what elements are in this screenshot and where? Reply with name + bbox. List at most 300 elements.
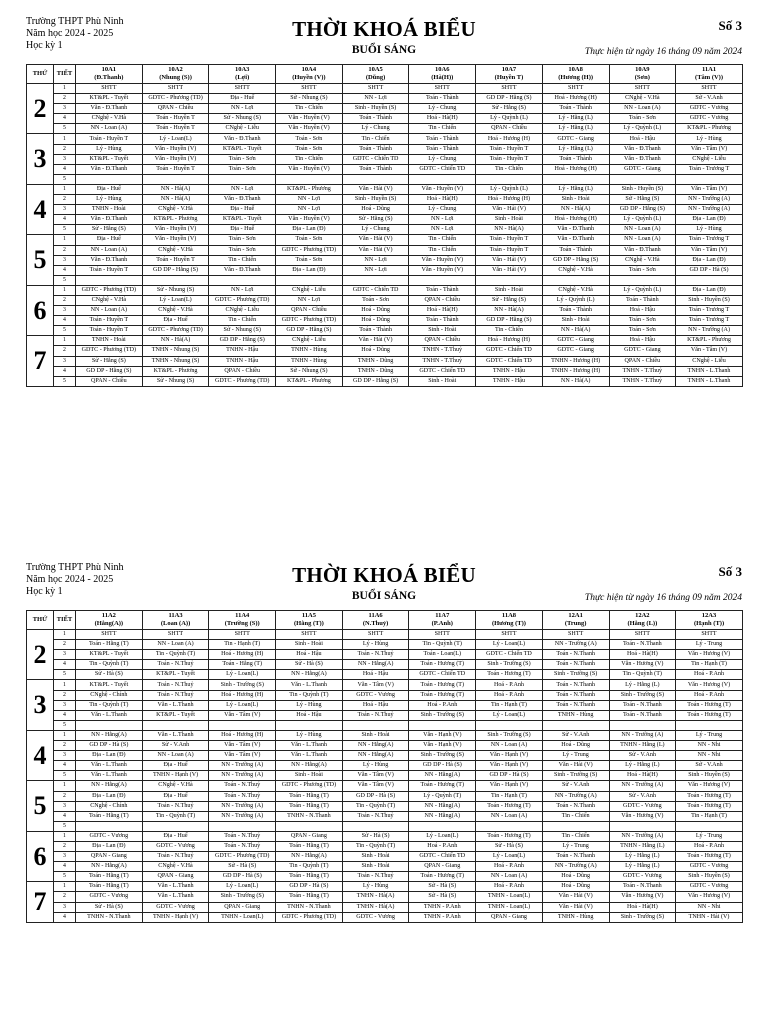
- lesson-cell: GDTC - Phương (TD): [276, 912, 343, 922]
- lesson-cell: NN - Hà(A): [142, 336, 209, 346]
- lesson-cell: SHTT: [76, 630, 143, 640]
- class-name: 12A2: [635, 612, 650, 619]
- lesson-cell: TNHN - Hậu: [476, 366, 543, 376]
- lesson-cell: Tin - Quỳnh (T): [142, 650, 209, 660]
- lesson-cell: NN - Nhi: [676, 751, 743, 761]
- lesson-cell: Toán - Hương (T): [409, 872, 476, 882]
- class-column-header: [409, 65, 476, 84]
- lesson-cell: Văn - Đ.Thanh: [209, 134, 276, 144]
- lesson-cell: Toán - Thành: [609, 295, 676, 305]
- homeroom-teacher: (Hà(H)): [431, 74, 454, 81]
- lesson-cell: CNghệ - Liễu: [276, 285, 343, 295]
- lesson-cell: Lý - Hùng: [676, 225, 743, 235]
- class-name: 10A1: [101, 66, 117, 73]
- lesson-cell: Địa - Lan (Đ): [76, 751, 143, 761]
- lesson-cell: Sử - Hà (S): [276, 660, 343, 670]
- period-number: 2: [54, 791, 76, 801]
- period-number: 2: [54, 195, 76, 205]
- session-label: BUỔI SÁNG: [351, 590, 417, 602]
- lesson-cell: SHTT: [476, 84, 543, 94]
- class-name: 11A4: [235, 612, 250, 619]
- lesson-cell: TNHN - Nhung (S): [142, 356, 209, 366]
- lesson-cell: [276, 174, 343, 184]
- lesson-cell: Toán - Thành: [342, 164, 409, 174]
- lesson-cell: TNHN - Dũng: [342, 356, 409, 366]
- period-row: [27, 741, 743, 751]
- lesson-cell: Lý - Chung: [409, 205, 476, 215]
- period-number: 3: [54, 751, 76, 761]
- period-row: [27, 771, 743, 781]
- lesson-cell: Văn - L.Thanh: [276, 741, 343, 751]
- lesson-cell: Hoá - Dũng: [542, 872, 609, 882]
- period-number: 4: [54, 164, 76, 174]
- lesson-cell: Tin - Chiến: [542, 831, 609, 841]
- lesson-cell: GDTC - Phương (TD): [142, 326, 209, 336]
- effective-date: Thực hiện từ ngày 16 tháng 09 năm 2024: [584, 593, 742, 603]
- lesson-cell: Sinh - Trường (S): [476, 730, 543, 740]
- lesson-cell: Hoá - Hương (H): [476, 134, 543, 144]
- lesson-cell: Sử - V.Anh: [609, 751, 676, 761]
- homeroom-teacher: (Loan (A)): [160, 620, 191, 627]
- header-row: [27, 611, 743, 630]
- lesson-cell: Toán - N.Thanh: [542, 660, 609, 670]
- lesson-cell: GD DP - Hằng (S): [342, 376, 409, 386]
- lesson-cell: Toán - Trương T: [676, 316, 743, 326]
- lesson-cell: [142, 821, 209, 831]
- lesson-cell: Lý - Trung: [542, 841, 609, 851]
- lesson-cell: Văn - Hương (V): [676, 650, 743, 660]
- lesson-cell: Toán - Thành: [542, 154, 609, 164]
- lesson-cell: NN - Loan (A): [476, 872, 543, 882]
- lesson-cell: Toán - Hương (T): [676, 791, 743, 801]
- lesson-cell: Văn - Đ.Thanh: [609, 245, 676, 255]
- lesson-cell: [542, 174, 609, 184]
- lesson-cell: Sử - Hà (S): [76, 902, 143, 912]
- lesson-cell: Toán - N.Thanh: [609, 640, 676, 650]
- lesson-cell: QPAN - Giang: [276, 831, 343, 841]
- lesson-cell: [409, 821, 476, 831]
- lesson-cell: TNHN - Dũng: [342, 366, 409, 376]
- lesson-cell: Hoá - Hương (H): [542, 164, 609, 174]
- lesson-cell: Địa - Huế: [142, 831, 209, 841]
- lesson-cell: Tin - Hạnh (T): [676, 811, 743, 821]
- lesson-cell: NN - Hà(A): [476, 306, 543, 316]
- class-column-header: [276, 65, 343, 84]
- lesson-cell: Sinh - Hoài: [542, 195, 609, 205]
- class-name: 10A7: [501, 66, 517, 73]
- period-row: [27, 630, 743, 640]
- homeroom-teacher: (Đ.Thanh): [94, 74, 124, 81]
- lesson-cell: Sinh - Trường (S): [409, 710, 476, 720]
- lesson-cell: [276, 821, 343, 831]
- lesson-cell: Văn - Đ.Thanh: [209, 195, 276, 205]
- period-row: [27, 144, 743, 154]
- lesson-cell: Toán - Trương T: [676, 306, 743, 316]
- lesson-cell: SHTT: [342, 84, 409, 94]
- lesson-cell: GDTC - Vương: [676, 882, 743, 892]
- period-row: [27, 225, 743, 235]
- lesson-cell: Văn - Tâm (V): [209, 741, 276, 751]
- period-number: 2: [54, 640, 76, 650]
- lesson-cell: [676, 275, 743, 285]
- period-row: [27, 650, 743, 660]
- lesson-cell: Toán - Sơn: [209, 164, 276, 174]
- lesson-cell: NN - Hằng(A): [409, 771, 476, 781]
- lesson-cell: Toán - Sơn: [276, 144, 343, 154]
- lesson-cell: TNHN - P.Anh: [409, 902, 476, 912]
- lesson-cell: NN - Hà(A): [542, 376, 609, 386]
- period-row: [27, 841, 743, 851]
- lesson-cell: [676, 720, 743, 730]
- period-row: [27, 670, 743, 680]
- lesson-cell: Văn - Huyền (V): [409, 255, 476, 265]
- lesson-cell: GDTC - Chiến TD: [476, 356, 543, 366]
- lesson-cell: Toán - Hằng (T): [76, 882, 143, 892]
- lesson-cell: Toán - N.Thuỷ: [209, 841, 276, 851]
- period-row: [27, 751, 743, 761]
- homeroom-teacher: (Lợi): [235, 74, 250, 81]
- lesson-cell: Lý - Hằng (L): [542, 114, 609, 124]
- period-number: 1: [54, 730, 76, 740]
- lesson-cell: Toán - Hằng (T): [209, 660, 276, 670]
- lesson-cell: Toán - N.Thanh: [609, 882, 676, 892]
- period-number: 2: [54, 245, 76, 255]
- lesson-cell: NN - Lợi: [342, 255, 409, 265]
- lesson-cell: CNghệ - V.Hà: [142, 862, 209, 872]
- homeroom-teacher: (Tâm (V)): [695, 74, 724, 81]
- period-row: [27, 852, 743, 862]
- homeroom-teacher: (Huyền T): [494, 74, 524, 81]
- lesson-cell: [209, 720, 276, 730]
- lesson-cell: NN - Lợi: [209, 104, 276, 114]
- lesson-cell: NN - Loan (A): [142, 751, 209, 761]
- period-number: 5: [54, 174, 76, 184]
- lesson-cell: NN - Hằng(A): [276, 852, 343, 862]
- lesson-cell: TNHN - Loan(L): [476, 892, 543, 902]
- lesson-cell: Hoá - P.Anh: [476, 680, 543, 690]
- lesson-cell: Toán - Hương (T): [476, 670, 543, 680]
- lesson-cell: [76, 174, 143, 184]
- lesson-cell: SHTT: [276, 630, 343, 640]
- lesson-cell: Hoá - Hà(H): [609, 902, 676, 912]
- lesson-cell: Lý - Quỳnh (L): [609, 285, 676, 295]
- lesson-cell: Văn - Đ.Thanh: [542, 225, 609, 235]
- lesson-cell: TNHN - Hà(A): [342, 892, 409, 902]
- period-number: 4: [54, 316, 76, 326]
- period-row: [27, 811, 743, 821]
- timetable-grid: [26, 64, 743, 387]
- lesson-cell: SHTT: [76, 84, 143, 94]
- lesson-cell: Toán - Hằng (T): [276, 892, 343, 902]
- lesson-cell: NN - Hà(A): [542, 205, 609, 215]
- period-row: [27, 376, 743, 386]
- lesson-cell: Toán - Huyền T: [76, 265, 143, 275]
- lesson-cell: Sử - Hằng (S): [76, 356, 143, 366]
- timetable-title: THỜI KHOÁ BIỂU: [292, 563, 476, 587]
- period-number: 2: [54, 144, 76, 154]
- lesson-cell: Tin - Chiến: [409, 235, 476, 245]
- lesson-cell: GDTC - Chiến TD: [409, 366, 476, 376]
- lesson-cell: [342, 821, 409, 831]
- lesson-cell: Hoá - Hương (H): [542, 215, 609, 225]
- class-column-header: [142, 611, 209, 630]
- lesson-cell: GDTC - Vương: [342, 690, 409, 700]
- lesson-cell: TNHN - Hậu: [209, 356, 276, 366]
- lesson-cell: GDTC - Chiến TD: [409, 164, 476, 174]
- class-column-header: [276, 611, 343, 630]
- lesson-cell: NN - Trường (A): [542, 791, 609, 801]
- lesson-cell: Toán - N.Thuỷ: [342, 811, 409, 821]
- lesson-cell: KT&PL - Tuyết: [76, 680, 143, 690]
- lesson-cell: Văn - L.Thanh: [76, 761, 143, 771]
- lesson-cell: Hoá - Dũng: [342, 306, 409, 316]
- lesson-cell: CNghệ - V.Hà: [142, 245, 209, 255]
- lesson-cell: Sinh - Huyền (S): [342, 104, 409, 114]
- lesson-cell: Văn - Huyền (V): [409, 265, 476, 275]
- lesson-cell: TNHN - Hạnh (V): [142, 912, 209, 922]
- lesson-cell: Tin - Chiến: [409, 245, 476, 255]
- lesson-cell: Hoá - Hà(H): [609, 771, 676, 781]
- lesson-cell: GDTC - Vương: [342, 912, 409, 922]
- lesson-cell: TNHN - Hà(A): [342, 902, 409, 912]
- lesson-cell: GDTC - Phương (TD): [209, 376, 276, 386]
- lesson-cell: Sử - V.Anh: [542, 730, 609, 740]
- class-name: 10A5: [368, 66, 383, 73]
- lesson-cell: QPAN - Giang: [76, 852, 143, 862]
- lesson-cell: TNHN - Hùng: [276, 346, 343, 356]
- lesson-cell: Lý - Quỳnh (T): [409, 791, 476, 801]
- lesson-cell: [609, 275, 676, 285]
- homeroom-teacher: (Hạnh (T)): [693, 620, 725, 627]
- lesson-cell: Hoá - P.Anh: [476, 882, 543, 892]
- period-row: [27, 356, 743, 366]
- lesson-cell: Sinh - Hoài: [342, 730, 409, 740]
- lesson-cell: TNHN - Hậu: [209, 346, 276, 356]
- lesson-cell: QPAN - Giang: [409, 862, 476, 872]
- period-row: [27, 124, 743, 134]
- lesson-cell: Văn - L.Thanh: [76, 771, 143, 781]
- lesson-cell: GD DP - Hằng (S): [476, 316, 543, 326]
- lesson-cell: KT&PL - Tuyết: [142, 670, 209, 680]
- lesson-cell: Địa - Huế: [142, 761, 209, 771]
- lesson-cell: Văn - Hải (V): [342, 235, 409, 245]
- lesson-cell: TNHN - Hùng: [542, 912, 609, 922]
- lesson-cell: KT&PL - Phương: [276, 376, 343, 386]
- class-name: 10A3: [234, 66, 250, 73]
- lesson-cell: Văn - Hải (V): [542, 892, 609, 902]
- lesson-cell: Hoá - Hậu: [276, 650, 343, 660]
- lesson-cell: GD DP - Hằng (S): [76, 366, 143, 376]
- lesson-cell: GDTC - Phương (TD): [142, 94, 209, 104]
- lesson-cell: SHTT: [476, 630, 543, 640]
- lesson-cell: CNghệ - V.Hà: [609, 94, 676, 104]
- lesson-cell: GD DP - Hằng (S): [609, 205, 676, 215]
- lesson-cell: Văn - Hải (V): [342, 245, 409, 255]
- lesson-cell: NN - Loan (A): [609, 104, 676, 114]
- lesson-cell: Văn - Hải (V): [542, 902, 609, 912]
- lesson-cell: GDTC - Chiến TD: [342, 285, 409, 295]
- lesson-cell: Sử - Hằng (S): [476, 295, 543, 305]
- lesson-cell: Sinh - Huyền (S): [676, 771, 743, 781]
- period-row: [27, 285, 743, 295]
- lesson-cell: [609, 821, 676, 831]
- homeroom-teacher: (Hằng (T)): [294, 620, 324, 627]
- class-name: 12A1: [568, 612, 583, 619]
- lesson-cell: Sinh - Trường (S): [609, 690, 676, 700]
- lesson-cell: CNghệ - Liễu: [676, 154, 743, 164]
- period-number: 5: [54, 275, 76, 285]
- lesson-cell: CNghệ - V.Hà: [142, 781, 209, 791]
- period-row: [27, 700, 743, 710]
- lesson-cell: Lý - Chung: [342, 124, 409, 134]
- homeroom-teacher: (Huyền (V)): [292, 74, 326, 81]
- period-row: [27, 84, 743, 94]
- lesson-cell: GDTC - Chiến TD: [409, 670, 476, 680]
- lesson-cell: Toán - Thành: [409, 134, 476, 144]
- lesson-cell: Toán - Thành: [542, 245, 609, 255]
- lesson-cell: SHTT: [542, 630, 609, 640]
- lesson-cell: QPAN - Chiều: [76, 376, 143, 386]
- class-column-header: [209, 611, 276, 630]
- lesson-cell: Sinh - Huyền (S): [676, 872, 743, 882]
- lesson-cell: Lý - Hùng: [342, 640, 409, 650]
- lesson-cell: Toán - Thành: [342, 114, 409, 124]
- lesson-cell: GDTC - Chiến TD: [409, 852, 476, 862]
- lesson-cell: TNHN - L.Thanh: [676, 376, 743, 386]
- lesson-cell: Lý - Loan(L): [142, 295, 209, 305]
- lesson-cell: Văn - Huyền (V): [142, 235, 209, 245]
- lesson-cell: Tin - Hạnh (T): [476, 791, 543, 801]
- period-row: [27, 781, 743, 791]
- lesson-cell: Lý - Trung: [542, 751, 609, 761]
- lesson-cell: Văn - Hải (V): [342, 336, 409, 346]
- period-number: 2: [54, 295, 76, 305]
- period-number: 3: [54, 700, 76, 710]
- lesson-cell: NN - Hằng(A): [76, 730, 143, 740]
- lesson-cell: CNghệ - Chính: [76, 690, 143, 700]
- class-name: 10A2: [168, 66, 183, 73]
- period-number: 3: [54, 356, 76, 366]
- lesson-cell: NN - Lợi: [409, 215, 476, 225]
- lesson-cell: Địa - Lan (Đ): [76, 841, 143, 851]
- lesson-cell: Văn - Đ.Thanh: [76, 255, 143, 265]
- homeroom-teacher: (Hương (H)): [558, 74, 594, 81]
- period-number: 1: [54, 680, 76, 690]
- lesson-cell: Văn - Huyền (V): [276, 124, 343, 134]
- lesson-cell: Sinh - Trường (S): [542, 670, 609, 680]
- lesson-cell: Hoá - Dũng: [342, 205, 409, 215]
- lesson-cell: Sử - V.Anh: [676, 94, 743, 104]
- lesson-cell: Lý - Hằng (L): [609, 761, 676, 771]
- lesson-cell: Toán - Sơn: [209, 245, 276, 255]
- lesson-cell: GD DP - Hằng (S): [542, 255, 609, 265]
- lesson-cell: Toán - Hằng (T): [276, 841, 343, 851]
- weekday-label: 3: [27, 134, 54, 184]
- period-row: [27, 821, 743, 831]
- class-name: 11A1: [701, 66, 717, 73]
- lesson-cell: Lý - Hằng (L): [609, 680, 676, 690]
- period-row: [27, 366, 743, 376]
- lesson-cell: NN - Trường (A): [676, 205, 743, 215]
- period-number: 4: [54, 811, 76, 821]
- period-number: 1: [54, 336, 76, 346]
- lesson-cell: Hoá - P.Anh: [476, 862, 543, 872]
- period-number: 4: [54, 761, 76, 771]
- lesson-cell: Văn - Huyền (V): [142, 144, 209, 154]
- lesson-cell: Địa - Huế: [209, 205, 276, 215]
- lesson-cell: Văn - L.Thanh: [142, 730, 209, 740]
- lesson-cell: Văn - Tâm (V): [342, 771, 409, 781]
- lesson-cell: Văn - Huyền (V): [276, 114, 343, 124]
- lesson-cell: QPAN - Chiều: [476, 124, 543, 134]
- lesson-cell: Toán - N.Thanh: [542, 680, 609, 690]
- homeroom-teacher: (Sơn): [634, 74, 650, 81]
- lesson-cell: Toán - N.Thanh: [609, 700, 676, 710]
- lesson-cell: Toán - N.Thuỷ: [209, 781, 276, 791]
- semester: Học kỳ 1: [26, 40, 63, 51]
- class-name: 11A6: [368, 612, 383, 619]
- lesson-cell: NN - Lợi: [342, 94, 409, 104]
- period-row: [27, 801, 743, 811]
- semester: Học kỳ 1: [26, 586, 63, 597]
- header-row: [27, 65, 743, 84]
- period-number: 2: [54, 346, 76, 356]
- lesson-cell: KT&PL - Phương: [676, 124, 743, 134]
- period-number: 2: [54, 892, 76, 902]
- lesson-cell: Sinh - Hoài: [276, 640, 343, 650]
- lesson-cell: Văn - Tâm (V): [209, 710, 276, 720]
- lesson-cell: Văn - Tâm (V): [342, 781, 409, 791]
- period-row: [27, 195, 743, 205]
- day-column-header: THỨ: [27, 65, 54, 84]
- lesson-cell: TNHN - Nhung (S): [142, 346, 209, 356]
- period-row: [27, 720, 743, 730]
- lesson-cell: Tin - Hạnh (T): [676, 660, 743, 670]
- lesson-cell: [409, 275, 476, 285]
- lesson-cell: Toán - N.Thuỷ: [209, 791, 276, 801]
- lesson-cell: [142, 174, 209, 184]
- homeroom-teacher: (Hương (T)): [491, 620, 526, 627]
- lesson-cell: Toán - Hương (T): [409, 680, 476, 690]
- lesson-cell: [409, 720, 476, 730]
- lesson-cell: Sử - V.Anh: [142, 741, 209, 751]
- period-number: 3: [54, 205, 76, 215]
- lesson-cell: KT&PL - Tuyết: [209, 144, 276, 154]
- lesson-cell: Toán - N.Thuỷ: [142, 690, 209, 700]
- period-row: [27, 892, 743, 902]
- lesson-cell: NN - Hà(A): [142, 195, 209, 205]
- lesson-cell: Lý - Loan(L): [409, 831, 476, 841]
- lesson-cell: GDTC - Phương (TD): [276, 245, 343, 255]
- class-name: 11A8: [501, 612, 517, 619]
- homeroom-teacher: (Trung): [564, 620, 587, 627]
- lesson-cell: Văn - Tâm (V): [209, 751, 276, 761]
- homeroom-teacher: (Hằng (L)): [627, 620, 658, 627]
- lesson-cell: Toán - Hương (T): [676, 710, 743, 720]
- period-number: 3: [54, 801, 76, 811]
- lesson-cell: NN - Loan (A): [76, 124, 143, 134]
- period-number: 4: [54, 862, 76, 872]
- class-column-header: [76, 65, 143, 84]
- lesson-cell: TNHN - Hương (H): [542, 366, 609, 376]
- lesson-cell: SHTT: [209, 630, 276, 640]
- timetable-title: THỜI KHOÁ BIỂU: [292, 17, 476, 41]
- lesson-cell: Hoá - Dũng: [542, 882, 609, 892]
- period-row: [27, 174, 743, 184]
- lesson-cell: NN - Hà(A): [476, 225, 543, 235]
- lesson-cell: Toán - Hương (T): [409, 781, 476, 791]
- lesson-cell: Sử - Hằng (S): [476, 104, 543, 114]
